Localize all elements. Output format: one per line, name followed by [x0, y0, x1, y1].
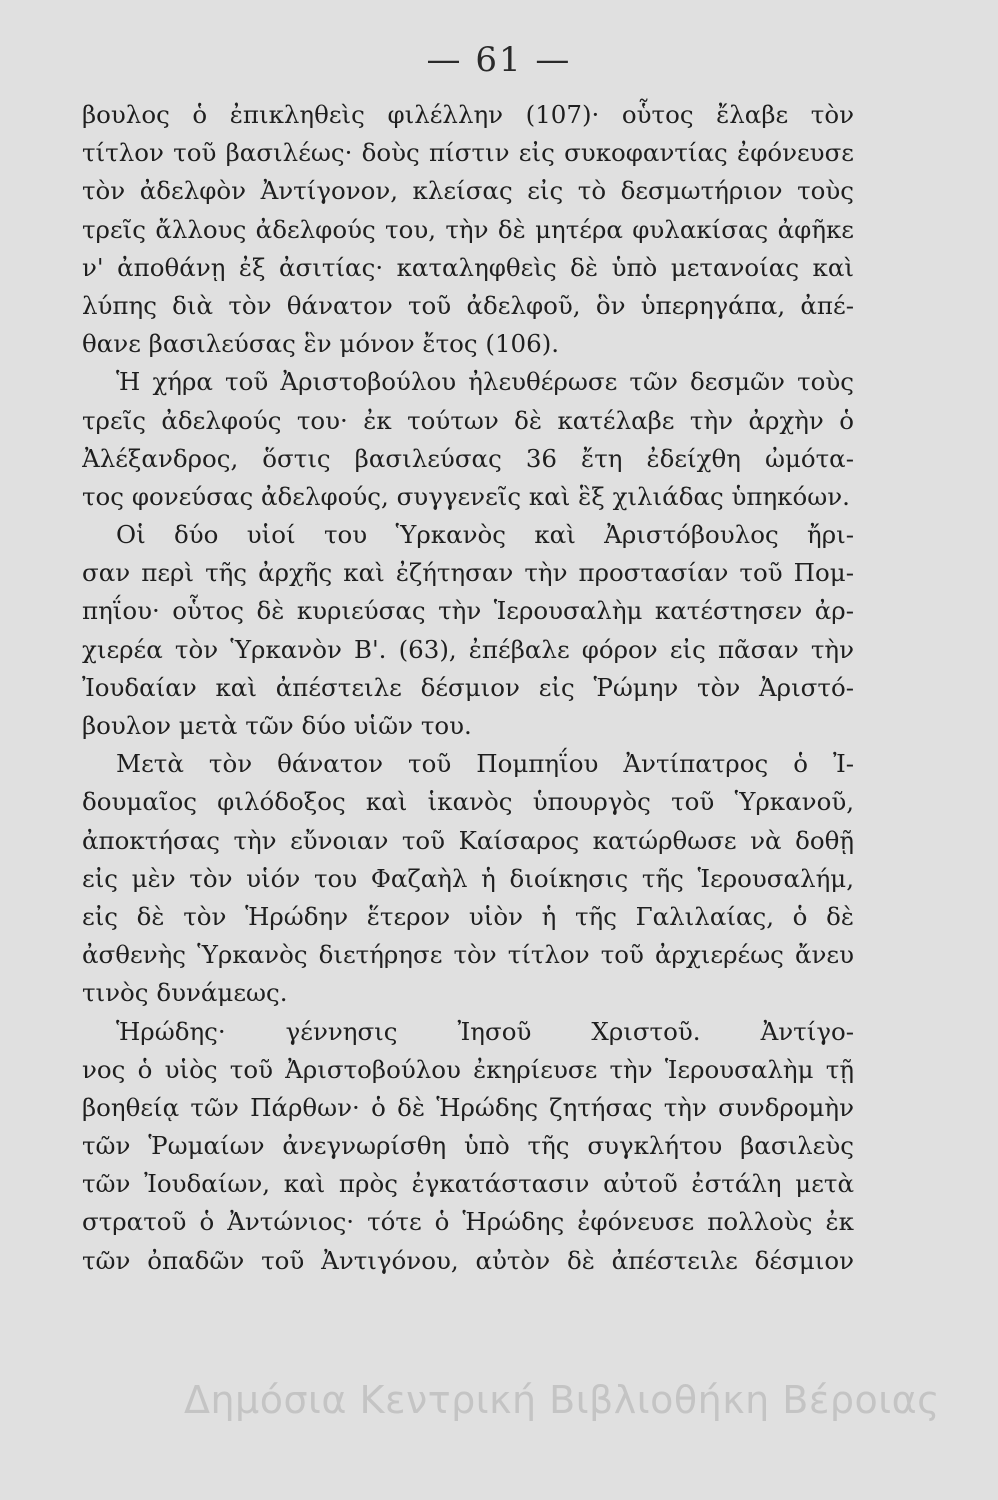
- text-line: λύπης διὰ τὸν θάνατον τοῦ ἀδελφοῦ, ὃν ὑπερηγάπα, ἀπέ-: [82, 290, 854, 320]
- text-line: Ἡ χήρα τοῦ Ἀριστοβούλου ἠλευθέρωσε τῶν δεσμῶν τοὺς: [116, 367, 854, 397]
- text-line: στρατοῦ ὁ Ἀντώνιος· τότε ὁ Ἡρώδης ἐφόνευσε πολλοὺς ἐκ: [82, 1207, 854, 1237]
- text-line: βουλον μετὰ τῶν δύο υἱῶν του.: [82, 711, 472, 740]
- text-line: τινὸς δυνάμεως.: [82, 978, 288, 1008]
- text-line: ἀποκτήσας τὴν εὔνοιαν τοῦ Καίσαρος κατώρθωσε νὰ δοθῇ: [82, 825, 854, 855]
- text-line: χιερέα τὸν Ὑρκανὸν Β'. (63), ἐπέβαλε φόρον εἰς πᾶσαν τὴν: [82, 634, 854, 664]
- text-line: τος φονεύσας ἀδελφούς, συγγενεῖς καὶ ἓξ χιλιάδας ὑπηκόων.: [82, 481, 850, 511]
- text-line: τῶν ὀπαδῶν τοῦ Ἀντιγόνου, αὐτὸν δὲ ἀπέστειλε δέσμιον: [82, 1245, 854, 1275]
- text-line: Οἱ δύο υἱοί του Ὑρκανὸς καὶ Ἀριστόβουλος ἤρι-: [116, 520, 854, 550]
- text-line: Μετὰ τὸν θάνατον τοῦ Πομπηΐου Ἀντίπατρος ὁ Ἰ-: [116, 749, 854, 779]
- body-text: [82, 96, 854, 1280]
- library-watermark: Δημόσια Κεντρική Βιβλιοθήκη Βέροιας: [183, 1378, 940, 1422]
- text-line: τῶν Ῥωμαίων ἀνεγνωρίσθη ὑπὸ τῆς συγκλήτου βασιλεὺς: [82, 1131, 854, 1161]
- text-line: Ἀλέξανδρος, ὅστις βασιλεύσας 36 ἔτη ἐδείχθη ὠμότα-: [82, 443, 854, 473]
- text-line: τίτλον τοῦ βασιλέως· δοὺς πίστιν εἰς συκοφαντίας ἐφόνευσε: [82, 138, 854, 168]
- text-line: πηΐου· οὗτος δὲ κυριεύσας τὴν Ἱερουσαλὴμ κατέστησεν ἀρ-: [82, 596, 854, 626]
- text-line: ἀσθενὴς Ὑρκανὸς διετήρησε τὸν τίτλον τοῦ ἀρχιερέως ἄνευ: [82, 940, 854, 970]
- text-line: τρεῖς ἄλλους ἀδελφούς του, τὴν δὲ μητέρα φυλακίσας ἀφῆκε: [82, 214, 854, 244]
- page-number: — 61 —: [426, 40, 572, 80]
- text-line: εἰς μὲν τὸν υἱόν του Φαζαὴλ ἡ διοίκησις τῆς Ἱερουσαλήμ,: [82, 863, 854, 893]
- text-line: τῶν Ἰουδαίων, καὶ πρὸς ἐγκατάστασιν αὐτοῦ ἐστάλη μετὰ: [82, 1169, 854, 1199]
- text-line: βουλος ὁ ἐπικληθεὶς φιλέλλην (107)· οὗτος ἔλαβε τὸν: [82, 100, 854, 129]
- text-line: θανε βασιλεύσας ἓν μόνον ἔτος (106).: [82, 329, 560, 359]
- text-line: εἰς δὲ τὸν Ἡρώδην ἕτερον υἱὸν ἡ τῆς Γαλιλαίας, ὁ δὲ: [82, 901, 854, 931]
- text-line: τὸν ἀδελφὸν Ἀντίγονον, κλείσας εἰς τὸ δεσμωτήριον τοὺς: [82, 176, 854, 206]
- text-line: νος ὁ υἱὸς τοῦ Ἀριστοβούλου ἐκηρίευσε τὴν Ἱερουσαλὴμ τῇ: [82, 1054, 854, 1084]
- text-line: Ἡρώδης· γέννησις Ἰησοῦ Χριστοῦ. Ἀντίγο-: [116, 1016, 854, 1046]
- text-line: σαν περὶ τῆς ἀρχῆς καὶ ἐζήτησαν τὴν προστασίαν τοῦ Πομ-: [82, 558, 854, 588]
- text-line: δουμαῖος φιλόδοξος καὶ ἱκανὸς ὑπουργὸς τοῦ Ὑρκανοῦ,: [82, 787, 854, 817]
- text-line: τρεῖς ἀδελφούς του· ἐκ τούτων δὲ κατέλαβε τὴν ἀρχὴν ὁ: [82, 405, 854, 435]
- text-line: βοηθείᾳ τῶν Πάρθων· ὁ δὲ Ἡρώδης ζητήσας τὴν συνδρομὴν: [82, 1092, 854, 1122]
- text-line: Ἰουδαίαν καὶ ἀπέστειλε δέσμιον εἰς Ῥώμην τὸν Ἀριστό-: [82, 672, 854, 702]
- text-line: ν' ἀποθάνῃ ἐξ ἀσιτίας· καταληφθεὶς δὲ ὑπὸ μετανοίας καὶ: [82, 252, 854, 282]
